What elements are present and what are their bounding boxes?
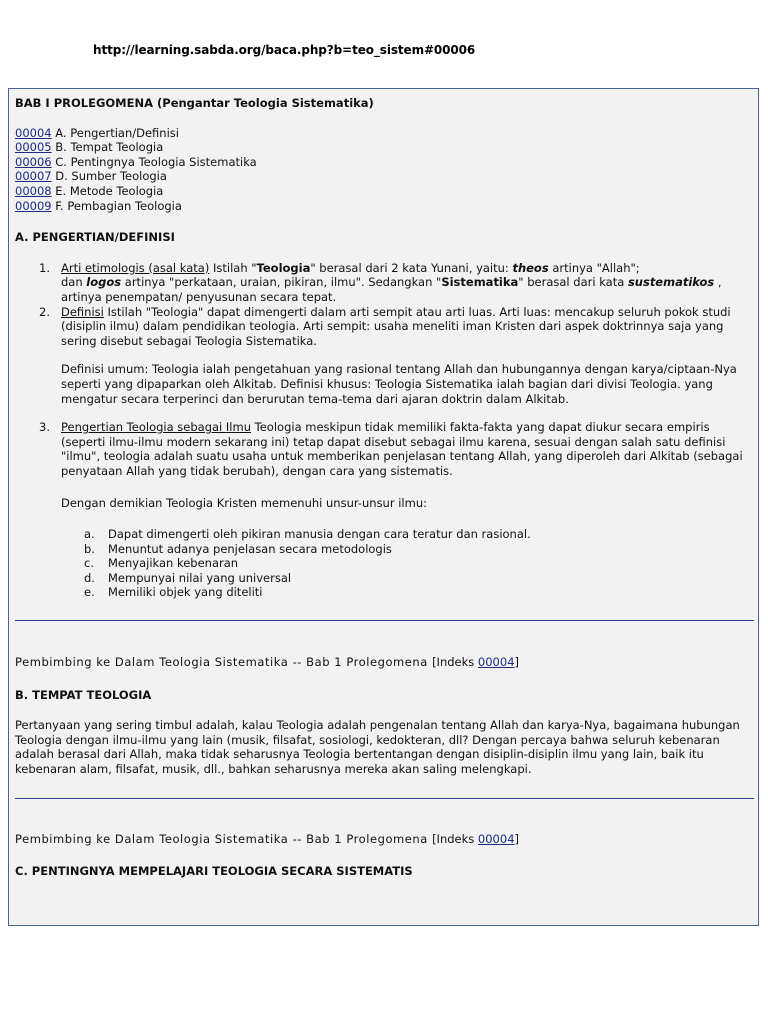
list-item: d. Mempunyai nilai yang universal <box>84 570 292 585</box>
term: Definisi <box>61 304 104 319</box>
list-item: 3. Pengertian Teologia sebagai Ilmu Teologia meskipun tidak memiliki fakta-fakta yang dapat diukur secara empiris (seperti ilmu-ilmu modern sekarang ini) tetap dapat disebut sebagai ilmu karena, sesuai dengan salah satu definisi "ilmu", teologia adalah suatu usaha untuk memberikan penjelasan tentang Allah, yang diperoleh dari Alkitab (sebagai penyataan Allah yang tidak berubah), dengan cara yang sistematis. Dengan demikian Teologia Kristen memenuhi unsur-unsur ilmu: <box>15 420 754 511</box>
table-of-contents <box>15 126 754 214</box>
chapter-heading: BAB I PROLEGOMENA (Pengantar Teologia Sistematika) <box>15 96 374 110</box>
page-url: http://learning.sabda.org/baca.php?b=teo_sistem#00006 <box>93 43 476 57</box>
toc-link[interactable]: 00006 <box>15 154 52 169</box>
content-body <box>15 96 754 879</box>
term: Arti etimologis (asal kata) <box>61 260 210 275</box>
toc-item: 00009 F. Pembagian Teologia <box>15 198 182 213</box>
toc-link[interactable]: 00005 <box>15 140 52 155</box>
toc-link[interactable]: 00009 <box>15 198 52 213</box>
content-frame <box>8 88 759 926</box>
footer-nav: Pembimbing ke Dalam Teologia Sistematika -- Bab 1 Prolegomena [Indeks 00004] <box>15 655 520 670</box>
toc-item: 00008 E. Metode Teologia <box>15 183 164 198</box>
list-item: c. Menyajikan kebenaran <box>84 556 239 571</box>
paragraph: Definisi umum: Teologia ialah pengetahuan yang rasional tentang Allah dan hubungannya dengan karya/ciptaan-Nya seperti yang dipaparkan oleh Alkitab. Definisi khusus: Teologia Sistematika ialah bagian dari divisi Teologia. yang mengatur secara terperinci dan berurutan tema-tema dari ajaran doktrin dalam Alkitab. <box>61 362 737 406</box>
paragraph: Pertanyaan yang sering timbul adalah, kalau Teologia adalah pengenalan tentang Allah dan karya-Nya, bagaimana hubungan Teologia dengan ilmu-ilmu yang lain (musik, filsafat, sosiologi, kedokteran, dll? Dengan percaya bahwa seluruh kebenaran adalah berasal dari Allah, maka tidak seharusnya Teologia bertentangan dengan disiplin-disiplin ilmu yang lain, baik itu kebenaran alam, filsafat, musik, dll., bahkan seharusnya mereka akan saling melengkapi. <box>15 718 740 776</box>
section-c-title: C. PENTINGNYA MEMPELAJARI TEOLOGIA SECARA SISTEMATIS <box>15 864 413 879</box>
paragraph: Dengan demikian Teologia Kristen memenuhi unsur-unsur ilmu: <box>61 496 427 511</box>
list-item: e. Memiliki objek yang diteliti <box>84 585 263 600</box>
footer-nav: Pembimbing ke Dalam Teologia Sistematika -- Bab 1 Prolegomena [Indeks 00004] <box>15 831 520 846</box>
list-item: 1. Arti etimologis (asal kata) Istilah "Teologia" berasal dari 2 kata Yunani, yaitu: theos artinya "Allah"; dan logos artinya "perkataan, uraian, pikiran, ilmu". Sedangkan "Sistematika" berasal dari kata sustematikos , artinya penempatan/ penyusunan secara tepat. <box>39 260 722 304</box>
toc-link[interactable]: 00008 <box>15 183 52 198</box>
section-b-title: B. TEMPAT TEOLOGIA <box>15 687 152 702</box>
list-item: 2. Definisi Istilah "Teologia" dapat dimengerti dalam arti sempit atau arti luas. Arti luas: mencakup seluruh pokok studi (disiplin ilmu) dalam pendidikan teologia. Arti sempit: usaha meneliti iman Kristen dari aspek doktrinnya saja yang sering disebut sebagai Teologia Sistematika. Definisi umum: Teologia ialah pengetahuan yang rasional tentang Allah dan hubungannya dengan karya/ciptaan-Nya seperti yang dipaparkan oleh Alkitab. Definisi khusus: Teologia Sistematika ialah bagian dari divisi Teologia. yang mengatur secara terperinci dan berurutan tema-tema dari ajaran doktrin dalam Alkitab. <box>15 305 754 407</box>
toc-item: 00007 D. Sumber Teologia <box>15 169 167 184</box>
toc-link[interactable]: 00007 <box>15 169 52 184</box>
list-item: b. Menuntut adanya penjelasan secara metodologis <box>84 541 392 556</box>
list-item: a. Dapat dimengerti oleh pikiran manusia dengan cara teratur dan rasional. <box>84 527 531 542</box>
toc-link[interactable]: 00004 <box>15 125 52 140</box>
index-link[interactable]: 00004 <box>477 655 515 670</box>
sub-list <box>15 527 754 600</box>
index-link[interactable]: 00004 <box>477 831 515 846</box>
toc-item: 00005 B. Tempat Teologia <box>15 140 164 155</box>
toc-item: 00006 C. Pentingnya Teologia Sistematika <box>15 154 257 169</box>
section-a-title: A. PENGERTIAN/DEFINISI <box>15 230 175 245</box>
term: Pengertian Teologia sebagai Ilmu <box>61 420 251 435</box>
toc-item: 00004 A. Pengertian/Definisi <box>15 125 179 140</box>
